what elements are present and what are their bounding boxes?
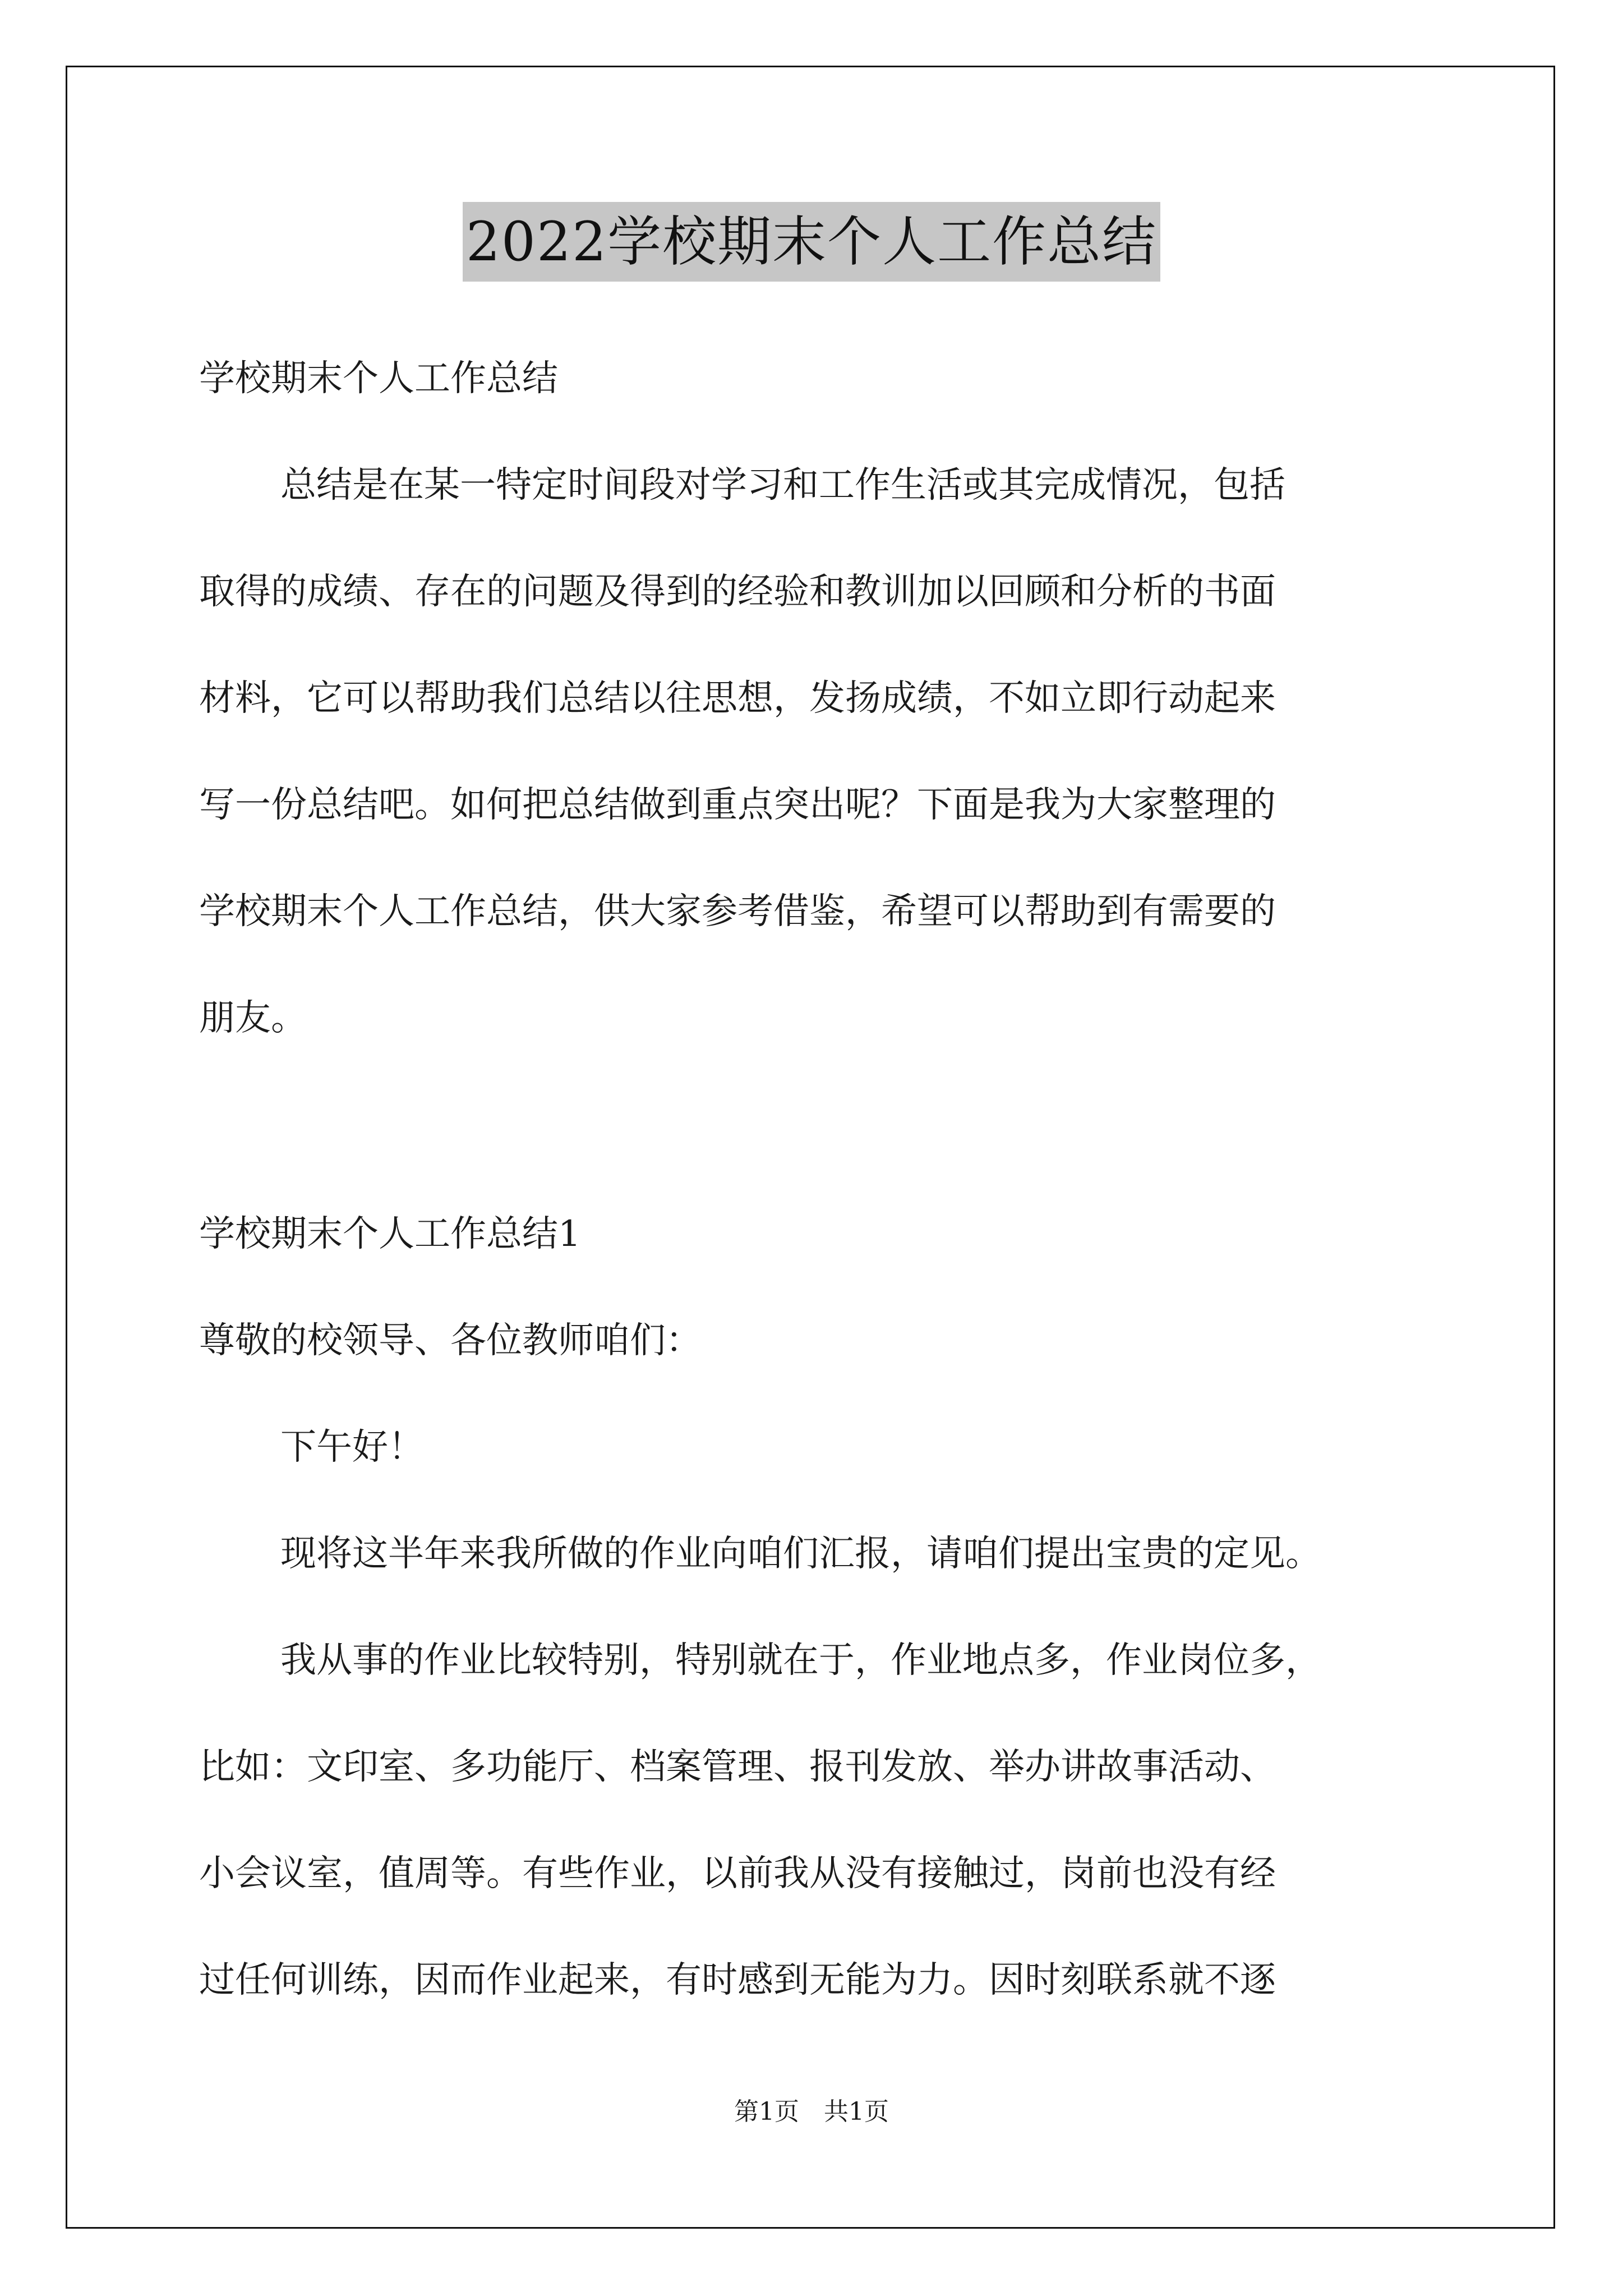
body-line: 小会议室，值周等。有些作业，以前我从没有接触过，岗前也没有经 <box>199 1853 1276 1894</box>
report-line: 现将这半年来我所做的作业向咱们汇报，请咱们提出宝贵的定见。 <box>280 1533 1321 1575</box>
body-line: 比如：文印室、多功能厅、档案管理、报刊发放、举办讲故事活动、 <box>199 1746 1276 1788</box>
intro-line: 总结是在某一特定时间段对学习和工作生活或其完成情况，包括 <box>280 464 1285 506</box>
document-title: 2022学校期末个人工作总结 <box>463 202 1160 282</box>
salutation: 尊敬的校领导、各位教师咱们： <box>199 1320 702 1361</box>
intro-line: 取得的成绩、存在的问题及得到的经验和教训加以回顾和分析的书面 <box>199 571 1276 613</box>
page-footer: 第1页 共1页 <box>734 2097 889 2126</box>
body-line: 我从事的作业比较特别，特别就在于，作业地点多，作业岗位多， <box>280 1640 1321 1681</box>
body-line: 过任何训练，因而作业起来，有时感到无能为力。因时刻联系就不逐 <box>199 1959 1276 2001</box>
intro-line: 材料，它可以帮助我们总结以往思想，发扬成绩，不如立即行动起来 <box>199 678 1276 719</box>
title-container <box>0 202 1623 282</box>
intro-line: 写一份总结吧。如何把总结做到重点突出呢？下面是我为大家整理的 <box>199 784 1276 826</box>
subtitle: 学校期末个人工作总结 <box>199 358 558 399</box>
intro-line: 学校期末个人工作总结，供大家参考借鉴，希望可以帮助到有需要的 <box>199 891 1276 932</box>
intro-line: 朋友。 <box>199 997 307 1039</box>
section-heading: 学校期末个人工作总结1 <box>199 1213 581 1255</box>
greeting: 下午好！ <box>280 1427 424 1468</box>
